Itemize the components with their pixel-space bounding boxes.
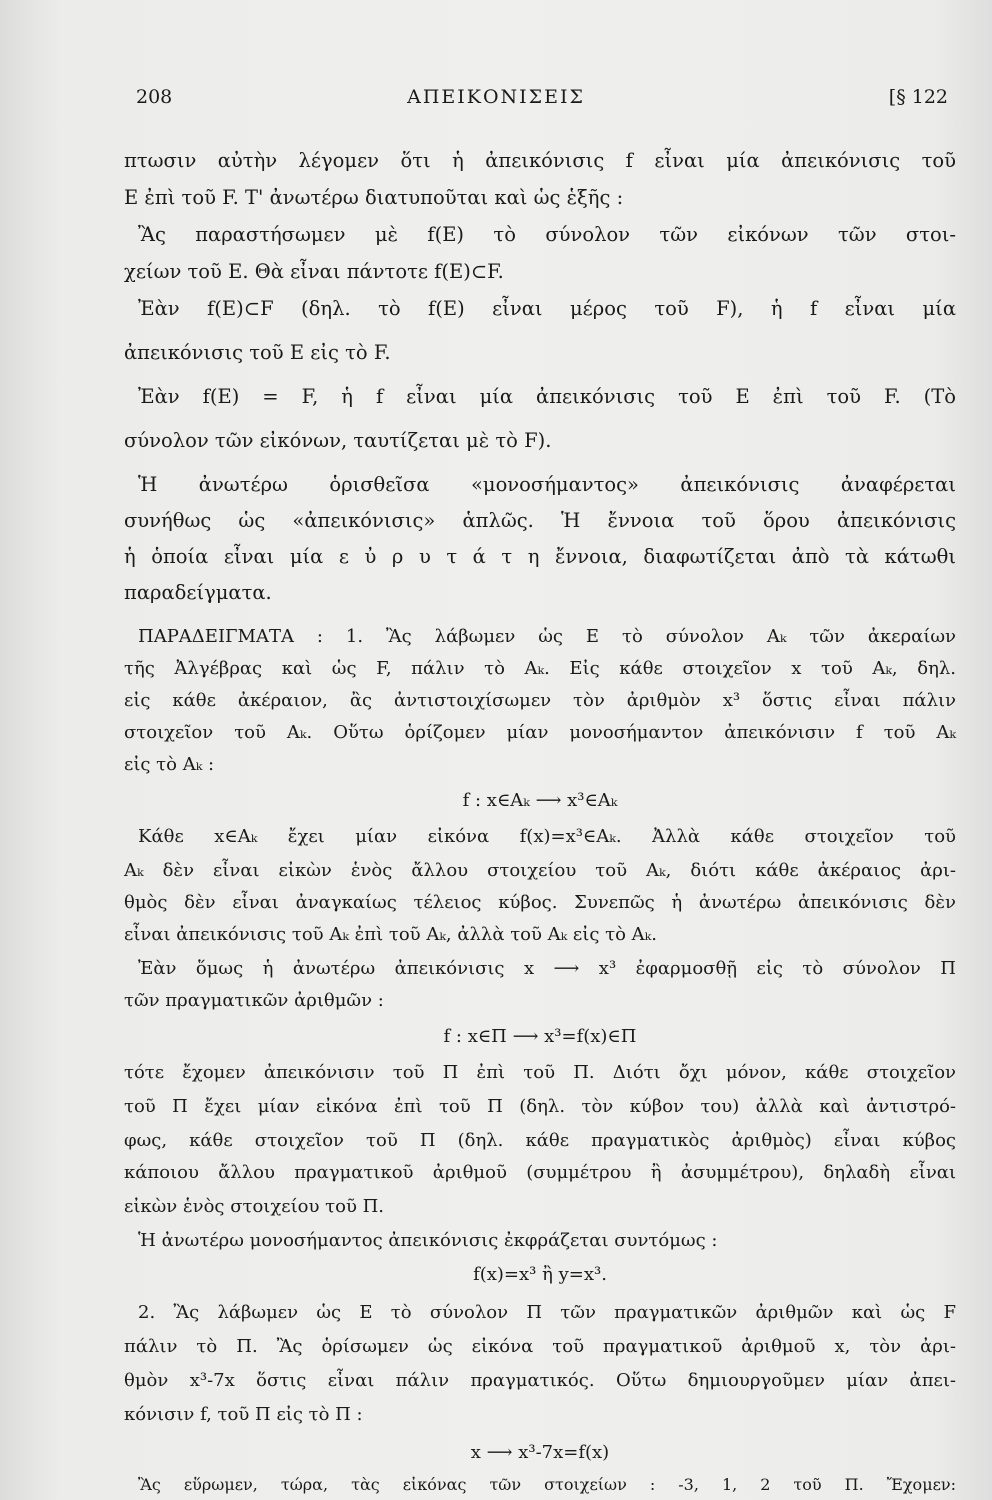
text-line: συνήθως ὡς «ἀπεικόνισις» ἁπλῶς. Ἡ ἔννοια τοῦ ὅρου ἀπεικόνισις <box>124 509 956 532</box>
text-line: Ε ἐπὶ τοῦ F. Τ' ἀνωτέρω διατυποῦται καὶ ὡς ἑξῆς : <box>124 186 624 209</box>
text-line: τῆς Ἀλγέβρας καὶ ὡς F, πάλιν τὸ Aₖ. Εἰς κάθε στοιχεῖον x τοῦ Aₖ, δηλ. <box>124 658 956 679</box>
formula: f : x∈Π ⟶ x³=f(x)∈Π <box>443 1026 637 1047</box>
text-line: θμὸς δὲν εἶναι ἀναγκαίως τέλειος κύβος. Συνεπῶς ἡ ἀνωτέρω ἀπεικόνισις δὲν <box>124 892 956 913</box>
text-line: σύνολον τῶν εἰκόνων, ταυτίζεται μὲ τὸ F). <box>124 429 552 452</box>
text-line: εἶναι ἀπεικόνισις τοῦ Aₖ ἐπὶ τοῦ Aₖ, ἀλλὰ τοῦ Aₖ εἰς τὸ Aₖ. <box>124 924 657 945</box>
text-line: Ἐὰν f(E) = F, ἡ f εἶναι μία ἀπεικόνισις τοῦ Ε ἐπὶ τοῦ F. (Τὸ <box>138 385 956 408</box>
text-line: τῶν πραγματικῶν ἀριθμῶν : <box>124 990 384 1011</box>
text-line: Aₖ δὲν εἶναι εἰκὼν ἑνὸς ἄλλου στοιχείου τοῦ Aₖ, διότι κάθε ἀκέραιος ἀρι- <box>124 860 956 881</box>
running-title: ΑΠΕΙΚΟΝΙΣΕΙΣ <box>407 86 585 108</box>
text-line: στοιχεῖον τοῦ Aₖ. Οὕτω ὁρίζομεν μίαν μονοσήμαντον ἀπεικόνισιν f τοῦ Aₖ <box>124 722 956 743</box>
formula: f(x)=x³ ἢ y=x³. <box>473 1264 607 1285</box>
text-line: κάποιου ἄλλου πραγματικοῦ ἀριθμοῦ (συμμέτρου ἢ ἀσυμμέτρου), δηλαδὴ εἶναι <box>124 1162 956 1183</box>
formula: x ⟶ x³-7x=f(x) <box>470 1442 610 1463</box>
page-number: 208 <box>136 86 173 108</box>
text-line: Ἂς παραστήσωμεν μὲ f(E) τὸ σύνολον τῶν εἰκόνων τῶν στοι- <box>138 223 956 246</box>
text-line: Ἐὰν f(E)⊂F (δηλ. τὸ f(E) εἶναι μέρος τοῦ F), ἡ f εἶναι μία <box>138 297 956 320</box>
text-line: πάλιν τὸ Π. Ἂς ὁρίσωμεν ὡς εἰκόνα τοῦ πραγματικοῦ ἀριθμοῦ x, τὸν ἀρι- <box>124 1336 956 1357</box>
text-line: Ἡ ἀνωτέρω ὁρισθεῖσα «μονοσήμαντος» ἀπεικόνισις ἀναφέρεται <box>138 473 956 496</box>
text-line: φως, κάθε στοιχεῖον τοῦ Π (δηλ. κάθε πραγματικὸς ἀριθμὸς) εἶναι κύβος <box>124 1130 956 1151</box>
text-line: Ἐὰν ὅμως ἡ ἀνωτέρω ἀπεικόνισις x ⟶ x³ ἐφαρμοσθῇ εἰς τὸ σύνολον Π <box>138 958 956 979</box>
text-line: παραδείγματα. <box>124 581 272 604</box>
text-line: χείων τοῦ Ε. Θὰ εἶναι πάντοτε f(E)⊂F. <box>124 260 504 283</box>
formula: f : x∈Aₖ ⟶ x³∈Aₖ <box>462 790 618 811</box>
text-line: εἰκὼν ἑνὸς στοιχείου τοῦ Π. <box>124 1196 385 1217</box>
text-line: ἀπεικόνισις τοῦ Ε εἰς τὸ F. <box>124 341 391 364</box>
text-line: εἰς τὸ Aₖ : <box>124 754 215 775</box>
text-line: Κάθε x∈Aₖ ἔχει μίαν εἰκόνα f(x)=x³∈Aₖ. Ἀλλὰ κάθε στοιχεῖον τοῦ <box>138 826 956 847</box>
section-marker: [§ 122 <box>888 86 948 108</box>
text-line: Ἡ ἀνωτέρω μονοσήμαντος ἀπεικόνισις ἐκφράζεται συντόμως : <box>138 1230 718 1251</box>
text-line: εἰς κάθε ἀκέραιον, ἂς ἀντιστοιχίσωμεν τὸν ἀριθμὸν x³ ὅστις εἶναι πάλιν <box>124 690 956 711</box>
text-line: τότε ἔχομεν ἀπεικόνισιν τοῦ Π ἐπὶ τοῦ Π. Διότι ὄχι μόνον, κάθε στοιχεῖον <box>124 1062 956 1083</box>
text-line: 2. Ἂς λάβωμεν ὡς Ε τὸ σύνολον Π τῶν πραγματικῶν ἀριθμῶν καὶ ὡς F <box>138 1302 956 1323</box>
text-line: θμὸν x³-7x ὅστις εἶναι πάλιν πραγματικός. Οὕτω δημιουργοῦμεν μίαν ἀπει- <box>124 1370 956 1391</box>
text-line: ΠΑΡΑΔΕΙΓΜΑΤΑ : 1. Ἂς λάβωμεν ὡς Ε τὸ σύνολον Aₖ τῶν ἀκεραίων <box>138 626 956 647</box>
text-line: Ἂς εὕρωμεν, τώρα, τὰς εἰκόνας τῶν στοιχείων : -3, 1, 2 τοῦ Π. Ἔχομεν: <box>138 1475 956 1494</box>
text-line: κόνισιν f, τοῦ Π εἰς τὸ Π : <box>124 1404 363 1425</box>
text-line: ἡ ὁποία εἶναι μία ε ὐ ρ υ τ ά τ η ἔννοια, διαφωτίζεται ἀπὸ τὰ κάτωθι <box>124 545 956 568</box>
text-line: τοῦ Π ἔχει μίαν εἰκόνα ἐπὶ τοῦ Π (δηλ. τὸν κύβον του) ἀλλὰ καὶ ἀντιστρό- <box>124 1096 956 1117</box>
text-line: πτωσιν αὐτὴν λέγομεν ὅτι ἡ ἀπεικόνισις f εἶναι μία ἀπεικόνισις τοῦ <box>124 149 956 172</box>
